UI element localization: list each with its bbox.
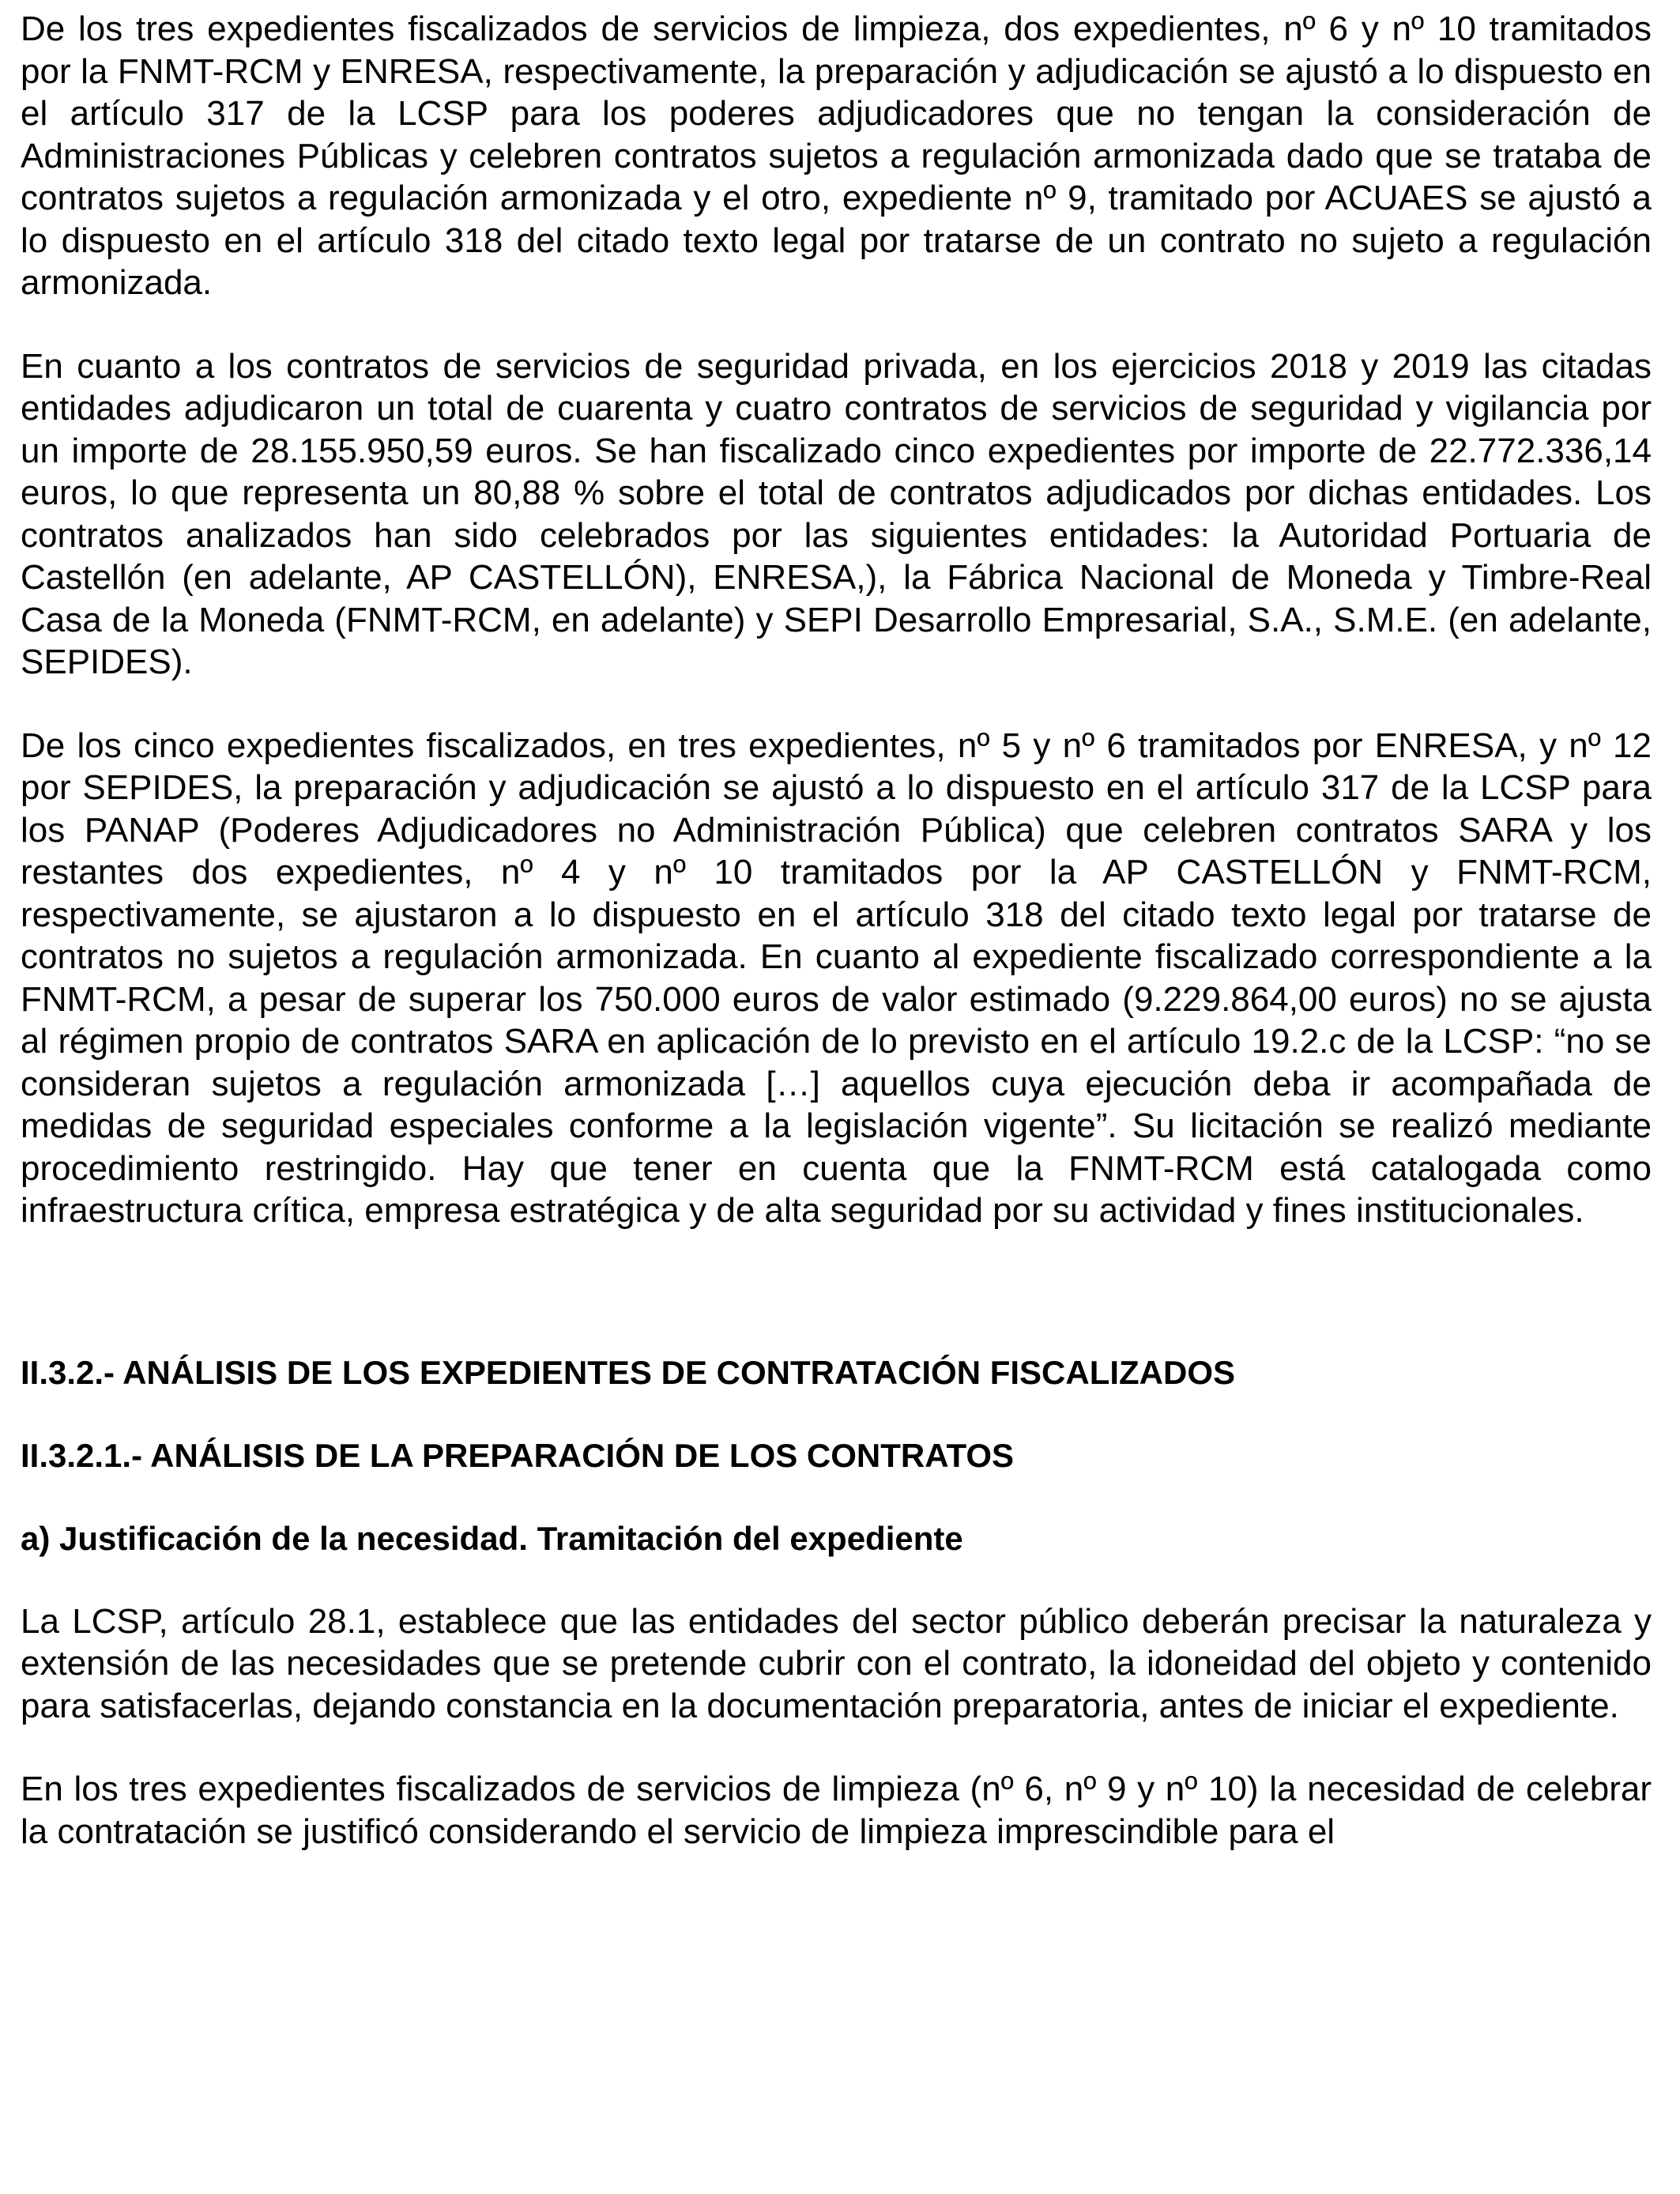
subsection-heading-ii-3-2-1: II.3.2.1.- ANÁLISIS DE LA PREPARACIÓN DE LOS CONTRATOS (21, 1436, 1015, 1474)
paragraph-security-contracts: En cuanto a los contratos de servicios de seguridad privada, en los ejercicios 2018 y 2019 las citadas entidades adjudicaron un total de cuarenta y cuatro contratos de servicios de seguridad y vigilancia por un importe de 28.155.950,59 euros. Se han fiscalizado cinco expedientes por importe de 22.772.336,14 euros, lo que representa un 80,88 % sobre el total de contratos adjudicados por dichas entidades. Los contratos analizados han sido celebrados por las siguientes entidades: la Autoridad Portuaria de Castellón (en adelante, AP CASTELLÓN), ENRESA,), la Fábrica Nacional de Moneda y Timbre-Real Casa de la Moneda (FNMT-RCM, en adelante) y SEPI Desarrollo Empresarial, S.A., S.M.E. (en adelante, SEPIDES). (21, 346, 1652, 681)
paragraph-cleaning-justification: En los tres expedientes fiscalizados de servicios de limpieza (nº 6, nº 9 y nº 10) la necesidad de celebrar la contratación se justificó considerando el servicio de limpieza imprescindible para el (21, 1770, 1652, 1851)
subheading-justification: a) Justificación de la necesidad. Tramitación del expediente (21, 1519, 963, 1557)
paragraph-five-files-audited: De los cinco expedientes fiscalizados, en tres expedientes, nº 5 y nº 6 tramitados por ENRESA, y nº 12 por SEPIDES, la preparación y adjudicación se ajustó a lo dispuesto en el artículo 317 de la LCSP para los PANAP (Poderes Adjudicadores no Administración Pública) que celebren contratos SARA y los restantes dos expedientes, nº 4 y nº 10 tramitados por la AP CASTELLÓN y FNMT-RCM, respectivamente, se ajustaron a lo dispuesto en el artículo 318 del citado texto legal por tratarse de contratos no sujetos a regulación armonizada. En cuanto al expediente fiscalizado correspondiente a la FNMT-RCM, a pesar de superar los 750.000 euros de valor estimado (9.229.864,00 euros) no se ajusta al régimen propio de contratos SARA en aplicación de lo previsto en el artículo 19.2.c de la LCSP: “no se consideran sujetos a regulación armonizada […] aquellos cuya ejecución deba ir acompañada de medidas de seguridad especiales conforme a la legislación vigente”. Su licitación se realizó mediante procedimiento restringido. Hay que tener en cuenta que la FNMT-RCM está catalogada como infraestructura crítica, empresa estratégica y de alta seguridad por su actividad y fines institucionales. (21, 726, 1652, 1230)
document-page (21, 8, 1652, 1853)
paragraph-cleaning-contracts: De los tres expedientes fiscalizados de servicios de limpieza, dos expedientes, nº 6 y nº 10 tramitados por la FNMT-RCM y ENRESA, respectivamente, la preparación y adjudicación se ajustó a lo dispuesto en el artículo 317 de la LCSP para los poderes adjudicadores que no tengan la consideración de Administraciones Públicas y celebren contratos sujetos a regulación armonizada dado que se trataba de contratos sujetos a regulación armonizada y el otro, expediente nº 9, tramitado por ACUAES se ajustó a lo dispuesto en el artículo 318 del citado texto legal por tratarse de un contrato no sujeto a regulación armonizada. (21, 9, 1652, 302)
section-heading-ii-3-2: II.3.2.- ANÁLISIS DE LOS EXPEDIENTES DE CONTRATACIÓN FISCALIZADOS (21, 1353, 1236, 1391)
paragraph-lcsp-article-28: La LCSP, artículo 28.1, establece que las entidades del sector público deberán precisar la naturaleza y extensión de las necesidades que se pretende cubrir con el contrato, la idoneidad del objeto y contenido para satisfacerlas, dejando constancia en la documentación preparatoria, antes de iniciar el expediente. (21, 1601, 1652, 1725)
